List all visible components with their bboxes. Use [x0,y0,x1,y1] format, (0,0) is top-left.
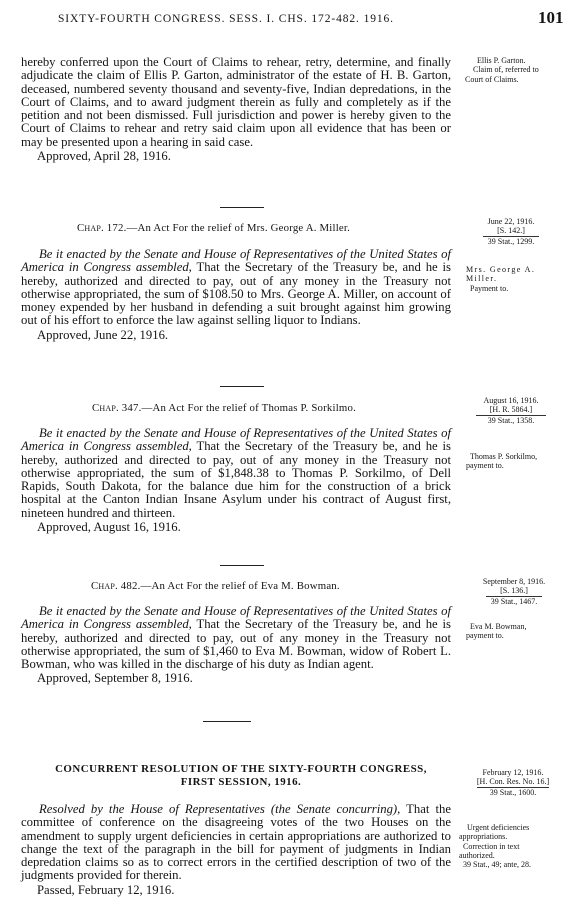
running-head: SIXTY-FOURTH CONGRESS. SESS. I. CHS. 172-482. 1916. [58,13,394,25]
margin-sub: payment to. [466,631,504,641]
enacting-clause: Be it enacted by the Senate and House of Representatives of the United States of America in Congress assembled, [21,604,451,632]
chap-title: 172.—An Act For the relief of Mrs. George A. Miller. [103,222,351,234]
intro-section [21,56,451,163]
act-date: August 16, 1916. [483,396,539,405]
margin-note-line: appropriations. [459,832,508,842]
chap-label: Chap. [77,222,104,234]
statute-citation: 39 Stat., 1299. [487,236,535,246]
chapter-body [21,605,451,686]
resolution-heading [30,763,452,789]
act-text: That the Secretary of the Treasury be, and he is hereby, authorized and directed to pay, out of any money in the Treasury not otherwise appropriated, the sum of $108.50 to Mrs. George A. Miller, on account of money expended by her husband in defending a suit brought against him growing out of his effort to enforce the law against selling liquor to Indians. [21,260,451,328]
act-date: September 8, 1916. [482,577,546,586]
margin-note-line: 39 Stat., 49; ante, 28. [463,860,531,870]
approved-line: Approved, September 8, 1916. [37,671,193,686]
enacting-clause: Be it enacted by the Senate and House of Representatives of the United States of America in Congress assembled, [21,247,451,275]
resolved-clause: Resolved by the House of Representatives (the Senate concurring), [39,802,401,816]
intro-margin-note [465,56,539,84]
chapter-margin-note [466,622,526,641]
resolution-date-block [458,768,568,797]
chapter-body [21,248,451,342]
page-header [0,0,578,40]
resolution-bill: [H. Con. Res. No. 16.] [476,777,550,787]
passed-line: Passed, February 12, 1916. [37,882,175,897]
approved-line: Approved, April 28, 1916. [37,148,171,163]
chapter-body [21,427,451,534]
chapter-margin-note [466,265,562,293]
section-divider [220,386,264,387]
page-number: 101 [538,8,564,27]
resolution-body [21,803,451,897]
statute-citation: 39 Stat., 1600. [489,787,537,797]
chap-label: Chap. [92,402,119,414]
bill-number: [H. R. 5864.] [476,405,546,415]
chap-title: 347.—An Act For the relief of Thomas P. Sorkilmo. [118,402,357,414]
section-divider [220,207,264,208]
margin-sub: Payment to. [470,283,509,293]
approved-line: Approved, June 22, 1916. [37,327,169,342]
chapter-date-block [466,396,556,425]
resolution-date: February 12, 1916. [482,768,544,777]
intro-paragraph: hereby conferred upon the Court of Claims to rehear, retry, determine, and finally adjudicate the claim of Ellis P. Garton, administrator of the estate of H. B. Garton, deceased, numbered seventy thousand and seventy-five, Indian depredations, in the Court of Claims, and to award judgment therein as fully and completely as if the petition and not been dismissed. Full jurisdiction and power is hereby given to the Court of Claims to rehear and retry said claim upon all evidence that has been or may be presented upon a hearing in said case. [21,55,451,149]
act-date: June 22, 1916. [487,217,535,226]
chapter-heading [92,402,356,414]
margin-note-line: Ellis P. Garton. [477,56,526,65]
act-text: That the Secretary of the Treasury be, and he is hereby, authorized and directed to pay, out of any money in the Treasury not otherwise appropriated, the sum of $1,460 to Eva M. Bowman, widow of Robert L. Bowman, who was killed in the discharge of his duty as Indian agent. [21,617,451,671]
resolution-heading-line: FIRST SESSION, 1916. [180,776,302,788]
enacting-clause: Be it enacted by the Senate and House of Representatives of the United States of America in Congress assembled, [21,426,451,454]
margin-name: Mrs. George A. Miller. [466,265,536,284]
margin-note-line: Correction in text [463,841,520,851]
approved-line: Approved, August 16, 1916. [37,519,181,534]
statute-citation: 39 Stat., 1467. [490,596,538,606]
chap-title: 482.—An Act For the relief of Eva M. Bowman. [117,580,340,592]
chap-label: Chap. [91,580,118,592]
section-divider [203,721,251,722]
resolution-margin-note [459,823,531,869]
chapter-heading [77,222,350,234]
chapter-date-block [466,577,562,606]
chapter-margin-note [466,452,537,471]
chapter-heading [91,580,340,592]
margin-name: Eva M. Bowman, [470,622,527,631]
section-divider [220,565,264,566]
resolution-heading-line: CONCURRENT RESOLUTION OF THE SIXTY-FOURTH CONGRESS, [55,763,427,775]
act-text: That the Secretary of the Treasury be, and he is hereby, authorized and directed to pay, out of any money in the Treasury not otherwise appropriated, the sum of $1,848.38 to Thomas P. Sorkilmo, of Dell Rapids, South Dakota, for the balance due him for the construction of a brick hospital at the Canton Indian Insane Asylum under his contract of August first, nineteen hundred and thirteen. [21,439,451,520]
bill-number: [S. 136.] [486,586,542,596]
margin-name: Thomas P. Sorkilmo, [470,452,538,461]
resolution-text: That the committee of conference on the disagreeing votes of the two Houses on the amendment to supply urgent deficiencies in certain appropriations are authorized to change the text of the paragraph in the bill for payment of judgments in Indian depredation claims so as to correct errors in the certified description of two of the judgments provided for therein. [21,802,451,883]
margin-sub: payment to. [466,461,504,471]
margin-note-line: Claim of, referred to [473,65,539,75]
statute-citation: 39 Stat., 1358. [487,415,535,425]
bill-number: [S. 142.] [483,226,539,236]
chapter-date-block [466,217,556,246]
margin-note-line: authorized. [459,850,495,860]
margin-note-line: Urgent deficiencies [467,823,530,832]
margin-note-line: Court of Claims. [465,74,519,84]
